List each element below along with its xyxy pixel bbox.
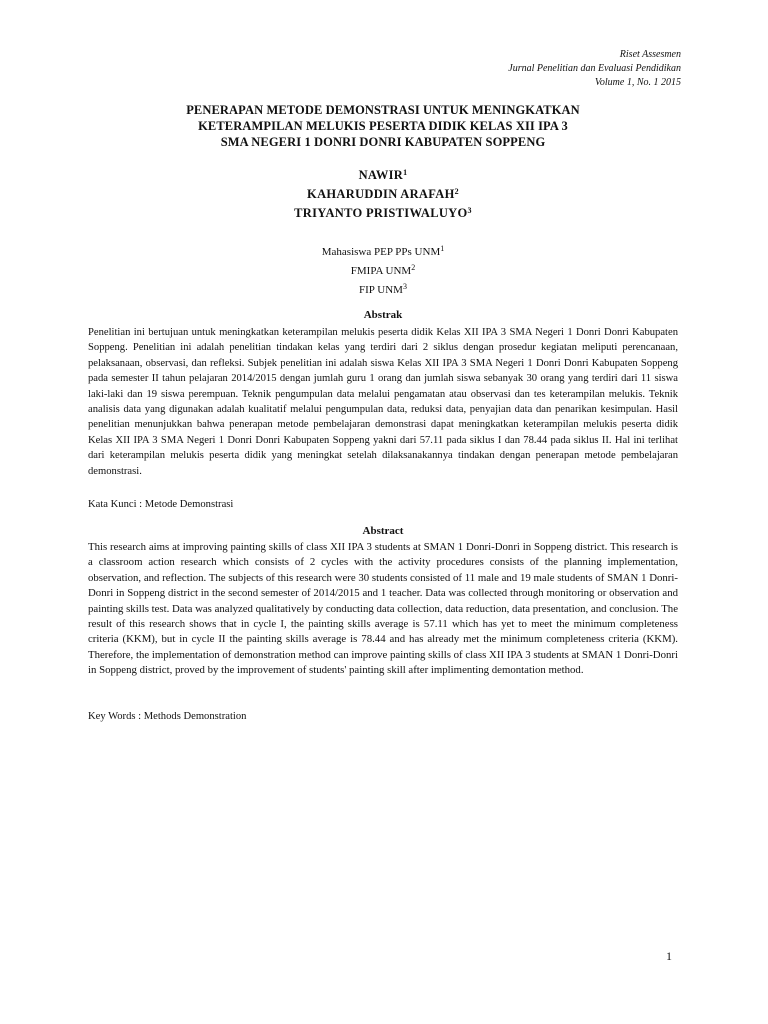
- abstrak-text: Penelitian ini bertujuan untuk meningkatkan keterampilan melukis peserta didik Kelas XII IPA 3 SMA Negeri 1 Donri Donri Kabupaten Soppeng. Penelitian ini adalah penelitian tindakan kelas yang terdiri dari 2 siklus dengan prosedur kegiatan meliputi perencanaan, pelaksanaan, observasi, dan refleksi. Subjek penelitian ini adalah siswa Kelas XII IPA 3 SMA Negeri 1 Donri Donri Kabupaten Soppeng pada semester II tahun pelajaran 2014/2015 dengan jumlah guru 1 orang dan jumlah siswa sebanyak 30 orang yang terdiri dari 11 siswa laki-laki dan 19 siswa perempuan. Teknik pengumpulan data melalui pengamatan atau observasi dan tes keterampilan melukis. Teknik analisis data yang digunakan adalah kualitatif melalui pengumpulan data, reduksi data, penyajian data dan penarikan kesimpulan. Hasil penelitian menunjukkan bahwa penerapan metode pembelajaran demonstrasi dapat meningkatkan keterampilan melukis peserta didik Kelas XII IPA 3 SMA Negeri 1 Donri Donri Kabupaten Soppeng yakni dari 57.11 pada siklus I dan 78.44 pada siklus II. Hal ini terlihat dari keterampilan melukis peserta didik yang meningkat setelah dilaksanakannya tindakan dengan penerapan metode pembelajaran demonstrasi.: [88, 327, 678, 477]
- paper-title: [88, 102, 678, 150]
- author-superscript: 1: [403, 168, 408, 177]
- title-line-3: SMA NEGERI 1 DONRI DONRI KABUPATEN SOPPENG: [220, 135, 546, 149]
- affiliation-superscript: 1: [440, 244, 445, 253]
- affiliation-superscript: 2: [411, 263, 416, 272]
- abstrak-keywords: Kata Kunci : Metode Demonstrasi: [88, 499, 234, 510]
- affiliation: Mahasiswa PEP PPs UNM$^1$: [321, 244, 445, 258]
- journal-volume: Volume 1, No. 1 2015: [594, 77, 681, 88]
- author-superscript: 2: [454, 187, 459, 196]
- abstrak-heading: Abstrak: [363, 309, 403, 321]
- journal-name: Jurnal Penelitian dan Evaluasi Pendidikan: [508, 63, 681, 74]
- affiliation-list: [88, 243, 678, 300]
- title-line-1: PENERAPAN METODE DEMONSTRASI UNTUK MENINGKATKAN: [186, 103, 580, 117]
- page-number: 1: [666, 949, 672, 963]
- author-list: [88, 166, 678, 223]
- abstract-heading: Abstract: [362, 525, 404, 537]
- title-line-2: KETERAMPILAN MELUKIS PESERTA DIDIK KELAS XII IPA 3: [198, 119, 568, 133]
- author-name: NAWIR$^1$: [358, 168, 408, 182]
- journal-header: [508, 48, 681, 90]
- abstract-keywords: Key Words : Methods Demonstration: [88, 711, 247, 722]
- author-name: TRIYANTO PRISTIWALUYO$^3$: [294, 206, 472, 220]
- affiliation-superscript: 3: [402, 282, 407, 291]
- journal-series: Riset Assesmen: [619, 49, 681, 60]
- affiliation: FIP UNM$^3$: [359, 282, 407, 296]
- affiliation: FMIPA UNM$^2$: [350, 263, 416, 277]
- author-superscript: 3: [467, 206, 472, 215]
- abstract-text: This research aims at improving painting skills of class XII IPA 3 students at SMAN 1 Donri-Donri in Soppeng district. This research is a classroom action research which consists of 2 cycles with the activity procedures consists of the planning implementation, observation, and reflection. The subjects of this research were 30 students consisted of 11 male and 19 male students of SMAN 1 Donri-Donri in Soppeng district in the second semester of 2014/2015 and 1 teacher. Data was collected through monitoring or observation and painting skills test. Data was analyzed qualitatively by conducting data collection, data reduction, data presentation, and conclusion. The result of this research shows that in cycle I, the painting skills average is 57.11 which has yet to meet the minimum completeness criteria (KKM), but in cycle II the painting skills average is 78.44 and has already met the minimum completeness criteria (KKM). Therefore, the implementation of demonstration method can improve painting skills of class XII IPA 3 students at SMAN 1 Donri-Donri in Soppeng district, proved by the improvement of students' painting skill after implimenting demontation method.: [88, 541, 678, 677]
- author-name: KAHARUDDIN ARAFAH$^2$: [307, 187, 459, 201]
